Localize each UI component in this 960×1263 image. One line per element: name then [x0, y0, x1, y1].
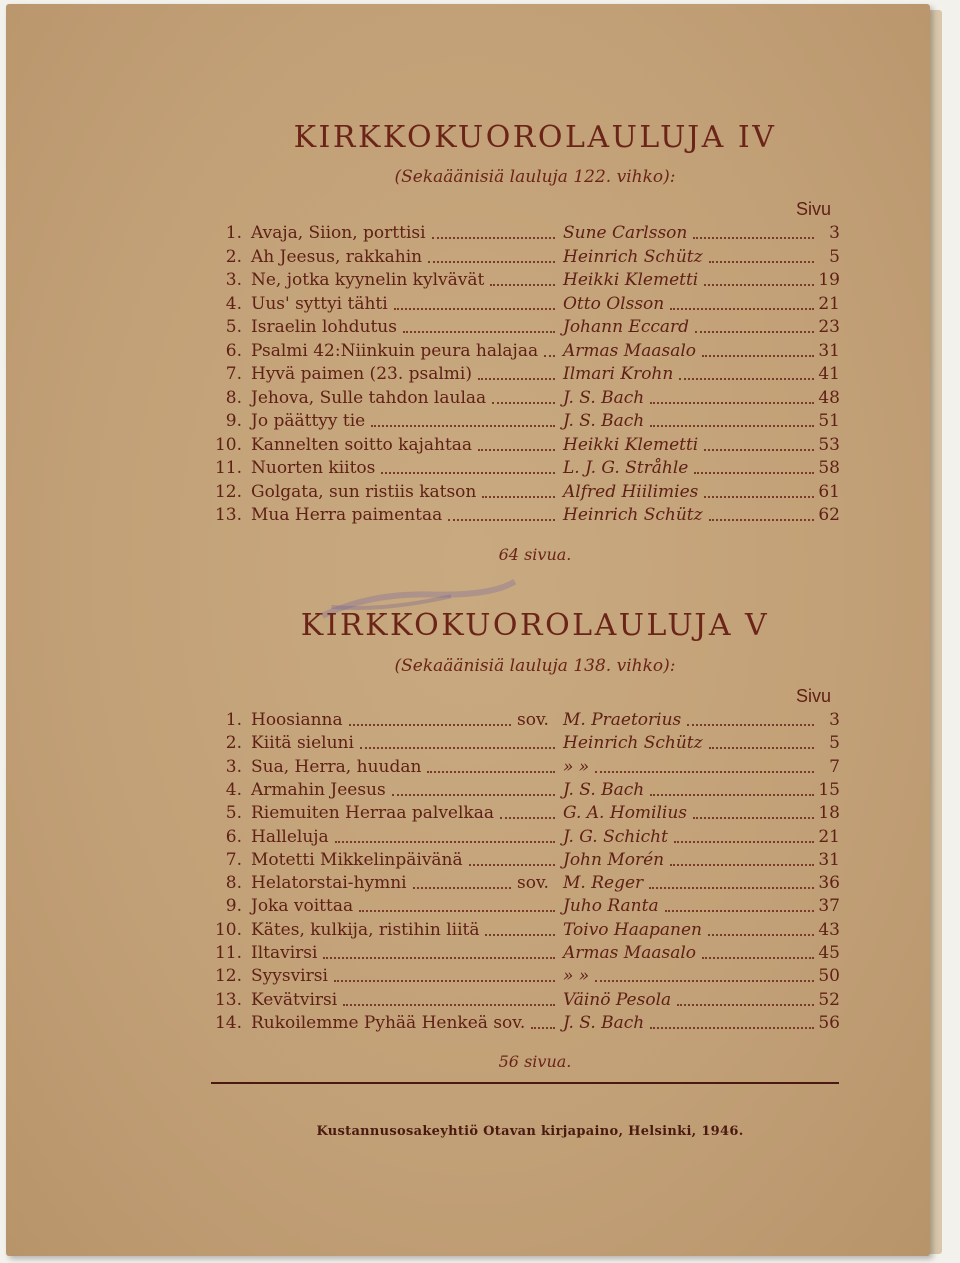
song-title: Ah Jeesus, rakkahin	[251, 246, 423, 267]
dot-leader	[500, 817, 555, 819]
entry-number: 6.	[225, 340, 242, 361]
composer-name: Armas Maasalo	[563, 340, 696, 361]
dot-leader	[687, 724, 814, 726]
entry-number: 6.	[225, 826, 242, 847]
dot-leader	[702, 957, 814, 959]
dot-leader	[702, 355, 814, 357]
contents-row	[6, 294, 930, 317]
dot-leader	[704, 284, 814, 286]
dot-leader	[677, 1004, 814, 1006]
dot-leader	[595, 980, 814, 982]
song-title: Psalmi 42:Niinkuin peura halajaa	[251, 340, 539, 361]
entry-number: 9.	[225, 896, 242, 917]
entry-number: 11.	[214, 943, 242, 963]
contents-row	[6, 364, 930, 387]
page-number: 48	[818, 387, 840, 408]
entry-number: 4.	[225, 293, 242, 314]
dot-leader	[448, 519, 555, 521]
contents-row	[6, 757, 930, 780]
song-title: Kannelten soitto kajahtaa	[251, 434, 473, 455]
dot-leader	[704, 449, 814, 451]
contents-row	[6, 458, 930, 481]
page-number: 37	[818, 896, 840, 917]
dot-leader	[695, 331, 814, 333]
dot-leader	[670, 864, 814, 866]
song-title: Kevätvirsi	[251, 989, 338, 1010]
song-title: Mua Herra paimentaa	[251, 505, 443, 525]
song-title: Halleluja	[251, 826, 329, 847]
dot-leader	[478, 378, 555, 380]
dot-leader	[403, 331, 555, 333]
composer-name: Heinrich Schütz	[563, 505, 703, 525]
dot-leader	[650, 794, 814, 796]
contents-row	[6, 943, 930, 966]
dot-leader	[432, 237, 555, 239]
page-number: 21	[818, 293, 840, 314]
entry-number: 3.	[225, 270, 242, 290]
dot-leader	[679, 378, 814, 380]
contents-row	[6, 966, 930, 989]
page-number: 56	[818, 1012, 840, 1033]
dot-leader	[704, 496, 814, 498]
contents-row	[6, 733, 930, 756]
dot-leader	[334, 980, 555, 982]
song-title: Armahin Jeesus	[251, 779, 386, 800]
song-title: Nuorten kiitos	[251, 458, 376, 478]
composer-name: G. A. Homilius	[563, 803, 688, 824]
dot-leader	[708, 934, 814, 936]
contents-row	[6, 317, 930, 340]
dot-leader	[595, 771, 814, 773]
vol5-title: KIRKKOKUOROLAULUJA V	[300, 608, 770, 643]
song-title: Motetti Mikkelinpäivänä	[251, 849, 463, 870]
dot-leader	[674, 841, 814, 843]
dot-leader	[360, 747, 555, 749]
composer-name: Heikki Klemetti	[563, 434, 699, 455]
song-title: Helatorstai-hymni	[251, 873, 407, 894]
entry-number: 1.	[225, 223, 242, 243]
composer-name: J. G. Schicht	[563, 826, 668, 847]
dot-leader	[349, 724, 511, 726]
contents-row	[6, 505, 930, 528]
song-title: Kätes, kulkija, ristihin liitä	[251, 919, 480, 940]
composer-name: Ilmari Krohn	[563, 364, 674, 384]
contents-row	[6, 482, 930, 505]
footer-divider	[211, 1082, 839, 1084]
entry-number: 14.	[214, 1012, 242, 1033]
page-number: 41	[818, 364, 840, 384]
entry-number: 13.	[214, 989, 242, 1010]
entry-number: 9.	[225, 411, 242, 431]
song-title: Avaja, Siion, porttisi	[251, 223, 426, 243]
page-number: 3	[829, 223, 840, 243]
entry-number: 10.	[214, 919, 242, 940]
entry-number: 11.	[214, 458, 242, 478]
song-title: Israelin lohdutus	[251, 317, 397, 337]
song-title: Iltavirsi	[251, 943, 318, 963]
entry-number: 5.	[225, 317, 242, 337]
page-number: 23	[818, 317, 840, 337]
composer-name: Armas Maasalo	[563, 943, 696, 963]
composer-name: Toivo Haapanen	[563, 919, 703, 940]
dot-leader	[492, 402, 555, 404]
publisher-imprint: Kustannusosakeyhtiö Otavan kirjapaino, Helsinki, 1946.	[316, 1124, 744, 1139]
entry-number: 5.	[225, 803, 242, 824]
dot-leader	[665, 910, 814, 912]
contents-row	[6, 270, 930, 293]
arrangement-mark: sov.	[517, 873, 549, 894]
entry-number: 3.	[225, 756, 242, 777]
dot-leader	[428, 261, 555, 263]
song-title: Joka voittaa	[251, 896, 354, 917]
song-title: Uus' syttyi tähti	[251, 293, 388, 314]
song-title: Golgata, sun ristiis katson	[251, 481, 477, 502]
song-title: Syysvirsi	[251, 966, 328, 987]
dot-leader	[650, 402, 814, 404]
composer-name: John Morén	[563, 849, 665, 870]
page-number: 53	[818, 434, 840, 455]
vol4-pages-note: 64 sivua.	[498, 545, 572, 564]
entry-number: 12.	[214, 966, 242, 987]
dot-leader	[670, 308, 814, 310]
dot-leader	[482, 496, 555, 498]
page-number: 43	[818, 919, 840, 940]
dot-leader	[650, 425, 814, 427]
dot-leader	[650, 1027, 814, 1029]
page-number: 31	[818, 340, 840, 361]
page-number: 19	[818, 270, 840, 290]
composer-name: Alfred Hiilimies	[563, 481, 699, 502]
contents-row	[6, 710, 930, 733]
composer-name: Heinrich Schütz	[563, 246, 703, 267]
dot-leader	[392, 794, 555, 796]
song-title: Ne, jotka kyynelin kylvävät	[251, 270, 485, 290]
contents-row	[6, 411, 930, 434]
composer-name: Juho Ranta	[563, 896, 659, 917]
arrangement-mark: sov.	[517, 710, 549, 730]
page-number: 62	[818, 505, 840, 525]
page-number: 15	[818, 779, 840, 800]
composer-name: Väinö Pesola	[563, 989, 672, 1010]
contents-row	[6, 827, 930, 850]
page-number: 58	[818, 458, 840, 478]
song-title: Riemuiten Herraa palvelkaa	[251, 803, 494, 824]
contents-row	[6, 1013, 930, 1036]
contents-row	[6, 803, 930, 826]
song-title: Kiitä sieluni	[251, 733, 354, 754]
page-number: 5	[829, 733, 840, 754]
dot-leader	[531, 1027, 555, 1029]
dot-leader	[478, 449, 555, 451]
page-number: 7	[829, 756, 840, 777]
dot-leader	[709, 747, 814, 749]
page-number: 36	[818, 873, 840, 894]
vol4-page-header: Sivu	[796, 199, 832, 219]
song-title: Sua, Herra, huudan	[251, 756, 422, 777]
vol4-subtitle: (Sekaäänisiä lauluja 122. vihko):	[394, 167, 676, 187]
dot-leader	[490, 284, 555, 286]
page-number: 21	[818, 826, 840, 847]
dot-leader	[693, 817, 814, 819]
composer-name: Heikki Klemetti	[563, 270, 699, 290]
page-number: 31	[818, 849, 840, 870]
song-title: Hyvä paimen (23. psalmi)	[251, 364, 472, 384]
entry-number: 7.	[225, 849, 242, 870]
dot-leader	[394, 308, 555, 310]
dot-leader	[371, 425, 555, 427]
composer-name: J. S. Bach	[563, 779, 645, 800]
page-number: 18	[818, 803, 840, 824]
dot-leader	[694, 472, 814, 474]
composer-name: Heinrich Schütz	[563, 733, 703, 754]
entry-number: 4.	[225, 779, 242, 800]
dot-leader	[381, 472, 555, 474]
contents-row	[6, 388, 930, 411]
contents-row	[6, 780, 930, 803]
dot-leader	[709, 519, 814, 521]
entry-number: 12.	[214, 481, 242, 502]
dot-leader	[427, 771, 555, 773]
composer-name: Johann Eccard	[563, 317, 690, 337]
dot-leader	[649, 887, 814, 889]
composer-name: Otto Olsson	[563, 293, 665, 314]
entry-number: 1.	[225, 710, 242, 730]
composer-name: M. Reger	[563, 873, 644, 894]
dot-leader	[485, 934, 555, 936]
dot-leader	[359, 910, 555, 912]
song-title: Jehova, Sulle tahdon laulaa	[251, 387, 487, 408]
vol4-title: KIRKKOKUOROLAULUJA IV	[293, 120, 777, 155]
composer-name: J. S. Bach	[563, 1012, 645, 1033]
dot-leader	[323, 957, 555, 959]
contents-row	[6, 247, 930, 270]
contents-row	[6, 223, 930, 246]
contents-row	[6, 435, 930, 458]
entry-number: 2.	[225, 246, 242, 267]
composer-name: M. Praetorius	[563, 710, 682, 730]
entry-number: 10.	[214, 434, 242, 455]
page-number: 52	[818, 989, 840, 1010]
page-number: 50	[818, 966, 840, 987]
entry-number: 8.	[225, 387, 242, 408]
dot-leader	[469, 864, 555, 866]
contents-row	[6, 850, 930, 873]
entry-number: 13.	[214, 505, 242, 525]
song-title: Jo päättyy tie	[251, 411, 366, 431]
page-number: 5	[829, 246, 840, 267]
contents-row	[6, 341, 930, 364]
composer-name: » »	[563, 756, 590, 777]
song-title: Rukoilemme Pyhää Henkeä sov.	[251, 1012, 526, 1033]
page-number: 51	[818, 411, 840, 431]
vol5-subtitle: (Sekaäänisiä lauluja 138. vihko):	[394, 656, 676, 676]
contents-row	[6, 896, 930, 919]
composer-name: Sune Carlsson	[563, 223, 688, 243]
page-number: 3	[829, 710, 840, 730]
song-title: Hoosianna	[251, 710, 343, 730]
entry-number: 2.	[225, 733, 242, 754]
composer-name: » »	[563, 966, 590, 987]
dot-leader	[709, 261, 814, 263]
dot-leader	[343, 1004, 555, 1006]
contents-row	[6, 990, 930, 1013]
book-back-cover	[6, 4, 930, 1256]
composer-name: J. S. Bach	[563, 387, 645, 408]
dot-leader	[693, 237, 814, 239]
composer-name: J. S. Bach	[563, 411, 645, 431]
page-number: 61	[818, 481, 840, 502]
dot-leader	[413, 887, 511, 889]
vol5-page-header: Sivu	[796, 686, 832, 706]
entry-number: 8.	[225, 873, 242, 894]
page-number: 45	[818, 943, 840, 963]
dot-leader	[335, 841, 555, 843]
vol5-pages-note: 56 sivua.	[498, 1052, 572, 1071]
composer-name: L. J. G. Stråhle	[563, 458, 689, 478]
contents-row	[6, 920, 930, 943]
contents-row	[6, 873, 930, 896]
entry-number: 7.	[225, 364, 242, 384]
dot-leader	[544, 355, 555, 357]
